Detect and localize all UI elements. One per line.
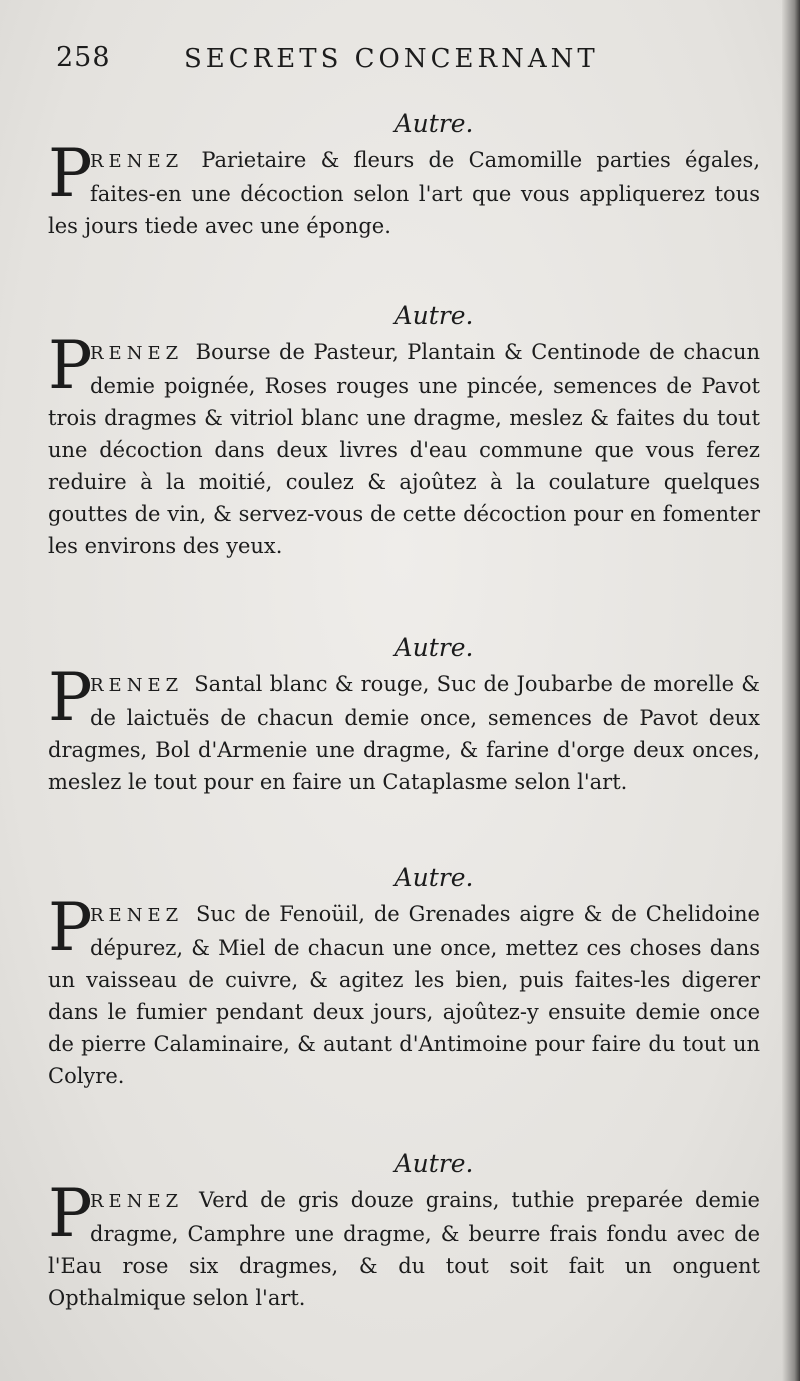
section-title: Autre. — [394, 1149, 474, 1178]
section-title: Autre. — [394, 863, 474, 892]
recipe-section — [48, 104, 760, 242]
drop-cap: P — [48, 659, 93, 736]
recipe-text: Verd de gris douze grains, tuthie preparée demie dragme, Camphre une dragme, & beurre frais fondu avec de l'Eau rose six dragmes, & du tout soit fait un onguent Opthalmique selon l'art. — [48, 1188, 760, 1310]
recipe-text: Santal blanc & rouge, Suc de Joubarbe de morelle & de laictuës de chacun demie once, semences de Pavot deux dragmes, Bol d'Armenie une dragme, & farine d'orge deux onces, meslez le tout pour en faire un Cataplasme selon l'art. — [48, 672, 760, 794]
recipe-paragraph — [48, 659, 760, 798]
recipe-paragraph — [48, 327, 760, 562]
recipe-section — [48, 296, 760, 562]
page-edge-shadow — [782, 0, 800, 1381]
recipe-text: Bourse de Pasteur, Plantain & Centinode de chacun demie poignée, Roses rouges une pincée, semences de Pavot trois dragmes & vitriol blanc une dragme, meslez & faites du tout une décoction dans deux livres d'eau commune que vous ferez reduire à la moitié, coulez & ajoûtez à la coulature quelques gouttes de vin, & servez-vous de cette décoction pour en fomenter les environs des yeux. — [48, 340, 760, 558]
recipe-paragraph — [48, 889, 760, 1092]
recipe-section — [48, 628, 760, 798]
drop-cap: P — [48, 889, 93, 966]
lead-word: RENEZ — [90, 343, 184, 364]
lead-word: RENEZ — [90, 905, 184, 926]
running-head: SECRETS CONCERNANT — [184, 44, 599, 74]
section-title: Autre. — [394, 633, 474, 662]
page-header — [56, 40, 756, 80]
recipe-text: Parietaire & fleurs de Camomille parties égales, faites-en une décoction selon l'art que vous appliquerez tous les jours tiede avec une éponge. — [48, 148, 760, 238]
section-title: Autre. — [394, 301, 474, 330]
section-title: Autre. — [394, 109, 474, 138]
lead-word: RENEZ — [90, 1191, 184, 1212]
recipe-text: Suc de Fenoüil, de Grenades aigre & de Chelidoine dépurez, & Miel de chacun une once, mettez ces choses dans un vaisseau de cuivre, & agitez les bien, puis faites-les digerer dans le fumier pendant deux jours, ajoûtez-y ensuite demie once de pierre Calaminaire, & autant d'Antimoine pour faire du tout un Colyre. — [48, 902, 760, 1088]
recipe-section — [48, 858, 760, 1092]
drop-cap: P — [48, 135, 93, 212]
lead-word: RENEZ — [90, 675, 184, 696]
recipe-paragraph — [48, 1175, 760, 1314]
lead-word: RENEZ — [90, 151, 184, 172]
drop-cap: P — [48, 327, 93, 404]
drop-cap: P — [48, 1175, 93, 1252]
page-number: 258 — [56, 42, 111, 73]
recipe-section — [48, 1144, 760, 1314]
recipe-paragraph — [48, 135, 760, 242]
